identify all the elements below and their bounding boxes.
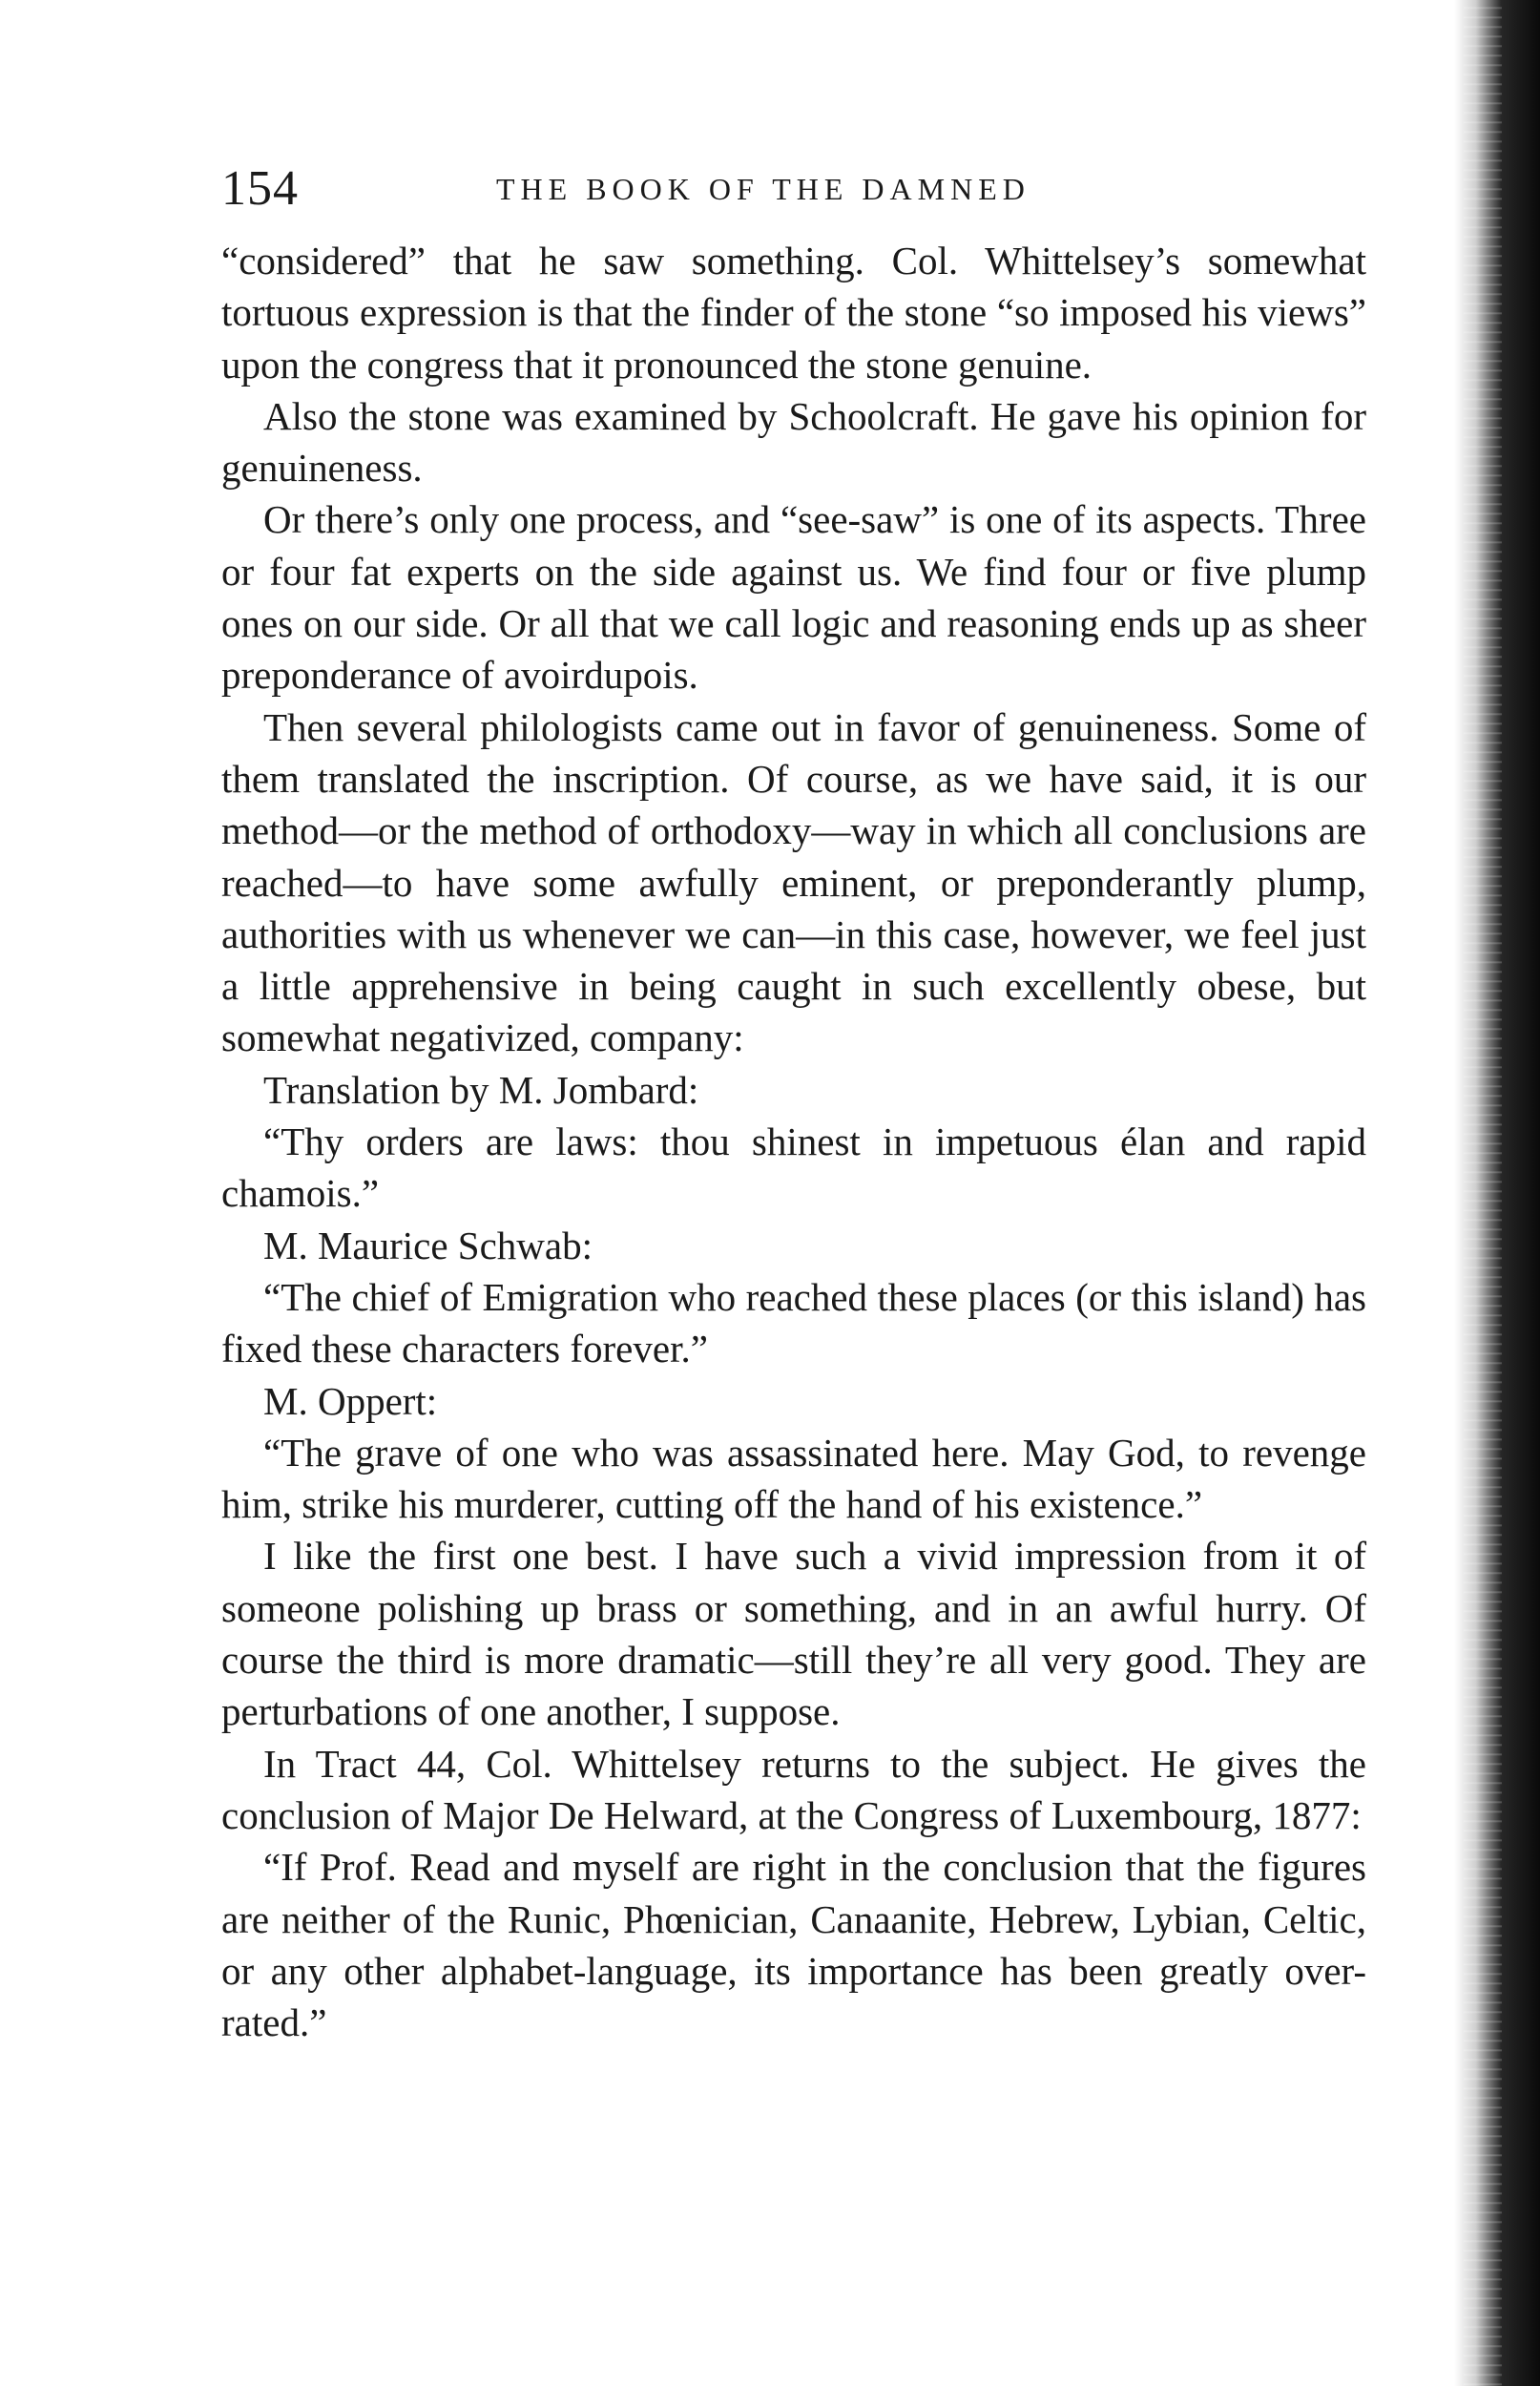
paragraph: Also the stone was examined by Schoolcraft. He gave his opinion for genuineness.: [221, 393, 1366, 491]
paragraph: Or there’s only one process, and “see-saw” is one of its aspects. Three or four fat experts on the side against us. We find four or five plump ones on our side. Or all that we call logic and reasoning ends up as sheer preponderance of avoirdupois.: [221, 497, 1366, 698]
paragraph: M. Maurice Schwab:: [263, 1223, 593, 1267]
body-text: [221, 235, 1366, 2048]
paragraph: I like the first one best. I have such a vivid impression from it of someone polishing up brass or something, and in an awful hurry. Of course the third is more dramatic—still they’re all very good. They are perturbations of one another, I suppose.: [221, 1534, 1366, 1734]
paragraph: Then several philologists came out in favor of genuineness. Some of them translated the inscription. Of course, as we have said, it is our method—or the method of orthodoxy—way in which all conclusions are reached—to have some awfully eminent, or preponderantly plump, authorities with us whenever we can—in this case, however, we feel just a little apprehensive in being caught in such excellently obese, but somewhat negativized, company:: [221, 704, 1366, 1060]
paragraph: In Tract 44, Col. Whittelsey returns to the subject. He gives the conclusion of Major De Helward, at the Congress of Luxembourg, 1877:: [221, 1741, 1366, 1837]
paragraph: Translation by M. Jombard:: [263, 1067, 699, 1112]
paragraph: M. Oppert:: [263, 1378, 438, 1423]
quotation: “If Prof. Read and myself are right in the conclusion that the figures are neither of the Runic, Phœnician, Canaanite, Hebrew, Lybian, Celtic, or any other alphabet-language, its importance has been greatly over-rated.”: [221, 1845, 1366, 2045]
page-edge-texture: [1464, 0, 1502, 2386]
page-number: 154: [221, 161, 299, 216]
quotation: “Thy orders are laws: thou shinest in impetuous élan and rapid chamois.”: [221, 1120, 1366, 1216]
book-title: THE BOOK OF THE DAMNED: [496, 172, 1030, 206]
running-head: [221, 160, 1366, 218]
quotation: “The grave of one who was assassinated here. May God, to revenge him, strike his murderer, cutting off the hand of his existence.”: [221, 1430, 1366, 1527]
quotation: “The chief of Emigration who reached these places (or this island) has fixed these characters forever.”: [221, 1274, 1366, 1371]
paragraph-continued: “considered” that he saw something. Col. Whittelsey’s somewhat tortuous expression is that the finder of the stone “so imposed his views” upon the congress that it pronounced the stone genuine.: [221, 239, 1366, 387]
